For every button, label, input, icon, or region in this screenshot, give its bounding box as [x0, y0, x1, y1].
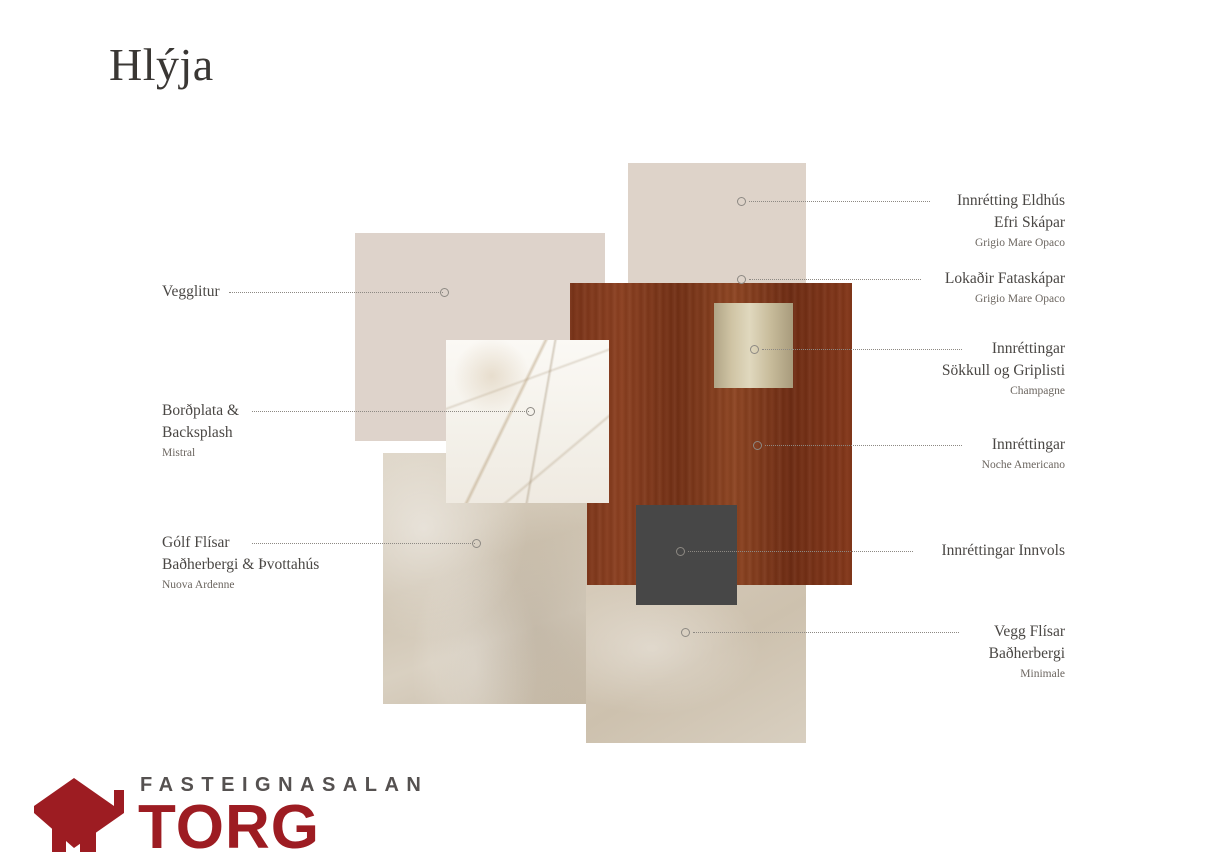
callout-kitchen-upper-line1: Innrétting Eldhús — [956, 192, 1065, 209]
callout-kitchen-upper — [765, 190, 1065, 252]
callout-handles-sub: Champagne — [1010, 385, 1065, 397]
anchor-dot-handles — [750, 345, 759, 354]
anchor-dot-closed-wardrobes — [737, 275, 746, 284]
callout-wall-tiles-line1: Vegg Flísar — [993, 623, 1065, 640]
callout-countertop-line2: Backsplash — [162, 424, 233, 441]
callout-closed-wardrobes — [765, 268, 1065, 308]
callout-countertop-line1: Borðplata & — [162, 402, 240, 419]
callout-closed-wardrobes-sub: Grigio Mare Opaco — [974, 293, 1065, 305]
callout-cabinetry-wood-sub: Noche Americano — [981, 459, 1065, 471]
anchor-dot-countertop — [526, 407, 535, 416]
company-logo — [28, 772, 429, 862]
callout-kitchen-upper-sub: Grigio Mare Opaco — [974, 237, 1065, 249]
swatch-marble-countertop — [446, 340, 609, 503]
callout-handles — [765, 338, 1065, 400]
swatch-cabinet-interior — [636, 505, 737, 605]
anchor-dot-wall-tiles — [681, 628, 690, 637]
callout-wall-paint — [162, 281, 220, 303]
anchor-dot-wall-paint — [440, 288, 449, 297]
anchor-dot-floor-tiles — [472, 539, 481, 548]
callout-cabinet-interior-line1: Innréttingar Innvols — [941, 542, 1065, 559]
callout-wall-paint-line1: Vegglitur — [162, 283, 220, 300]
callout-floor-tiles-line2: Baðherbergi & Þvottahús — [162, 556, 320, 573]
callout-cabinetry-wood-line1: Innréttingar — [991, 436, 1065, 453]
logo-brand-name: TORG — [138, 793, 320, 862]
callout-handles-line2: Sökkull og Griplisti — [941, 362, 1065, 379]
logo-company-name: FASTEIGNASALAN — [140, 774, 429, 796]
callout-countertop — [162, 400, 239, 462]
callout-floor-tiles — [162, 532, 319, 594]
anchor-dot-kitchen-upper — [737, 197, 746, 206]
callout-floor-tiles-sub: Nuova Ardenne — [162, 579, 235, 591]
page-title: Hlýja — [109, 39, 214, 90]
leader-line-countertop — [252, 411, 529, 413]
callout-floor-tiles-line1: Gólf Flísar — [162, 534, 230, 551]
callout-kitchen-upper-line2: Efri Skápar — [993, 214, 1065, 231]
callout-cabinetry-wood — [765, 434, 1065, 474]
callout-closed-wardrobes-line1: Lokaðir Fataskápar — [944, 270, 1065, 287]
anchor-dot-cabinet-interior — [676, 547, 685, 556]
callout-wall-tiles-sub: Minimale — [1020, 668, 1065, 680]
torg-house-icon — [28, 776, 128, 854]
callout-wall-tiles-line2: Baðherbergi — [988, 645, 1065, 662]
callout-handles-line1: Innréttingar — [991, 340, 1065, 357]
callout-cabinet-interior — [765, 540, 1065, 562]
callout-countertop-sub: Mistral — [162, 447, 196, 459]
callout-wall-tiles — [765, 621, 1065, 683]
leader-line-wall-paint — [229, 292, 443, 294]
anchor-dot-cabinetry-wood — [753, 441, 762, 450]
